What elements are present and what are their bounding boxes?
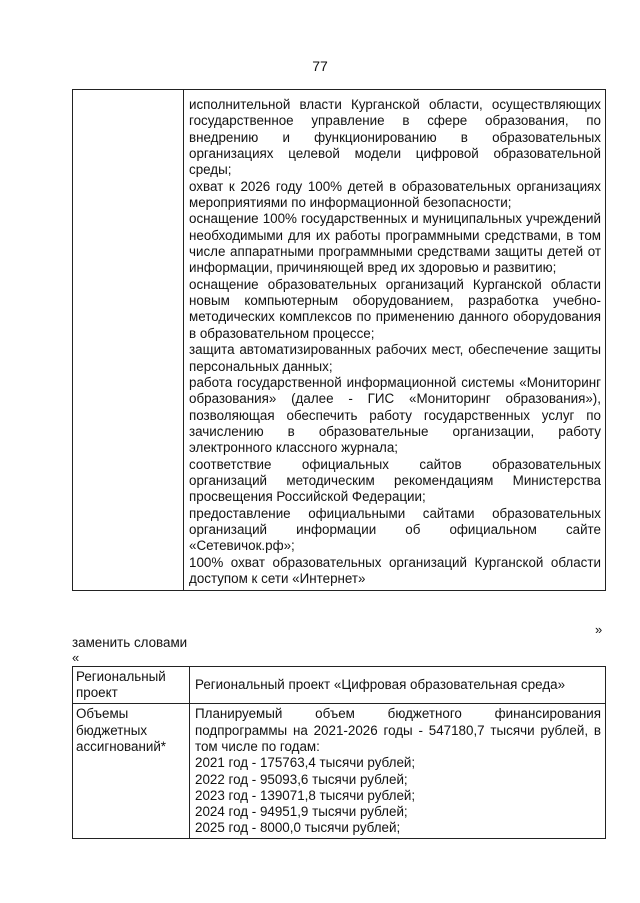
budget-year-line: 2025 год - 8000,0 тысячи рублей;: [195, 820, 401, 836]
project-value: Региональный проект «Цифровая образовательная среда»: [190, 667, 606, 704]
goals-text-cell: [184, 90, 606, 591]
goal-paragraph: 100% охват образовательных организаций Курганской области доступом к сети «Интернет»: [189, 554, 601, 586]
goal-paragraph: охват к 2026 году 100% детей в образовательных организациях мероприятиями по информационной безопасности;: [189, 178, 601, 211]
budget-year-line: 2023 год - 139071,8 тысячи рублей;: [195, 787, 416, 803]
budget-year-line: 2021 год - 175763,4 тысячи рублей;: [195, 755, 416, 771]
goal-paragraph: работа государственной информационной системы «Мониторинг образования» (далее - ГИС «Мониторинг образования»), позволяющая обеспечить работу государственных услуг по зачислению в образовательные организации, работу электронного классного журнала;: [189, 374, 601, 456]
budget-cell: [190, 704, 606, 839]
goal-paragraph: исполнительной власти Курганской области, осуществляющих государственное управление в сфере образования, по внедрению и функционированию в образовательных организациях целевой модели цифровой образовательной среды;: [189, 97, 601, 178]
goals-label-cell: [73, 90, 184, 591]
page-number: 77: [312, 58, 328, 74]
budget-intro: Планируемый объем бюджетного финансирования подпрограммы на 2021-2026 годы - 547180,7 тысячи рублей, в том числе по годам:: [195, 706, 601, 755]
replace-with-words: заменить словами: [72, 635, 188, 650]
budget-year-line: 2024 год - 94951,9 тысячи рублей;: [195, 804, 408, 820]
project-row: [73, 667, 606, 704]
budget-year-line: 2022 год - 95093,6 тысячи рублей;: [195, 771, 408, 787]
goal-paragraph: оснащение образовательных организаций Курганской области новым компьютерным оборудованием, разработка учебно-методических комплексов по применению данного оборудования в образовательном процессе;: [189, 276, 601, 341]
project-table: [72, 666, 606, 839]
goal-paragraph: защита автоматизированных рабочих мест, обеспечение защиты персональных данных;: [189, 342, 601, 374]
goal-paragraph: предоставление официальными сайтами образовательных организаций информации об официальном сайте «Сетевичок.рф»;: [189, 505, 601, 554]
goal-paragraph: оснащение 100% государственных и муниципальных учреждений необходимыми для их работы программными средствами, в том числе аппаратными программными средствами защиты детей от информации, причиняющей вред их здоровью и развитию;: [189, 211, 601, 276]
budget-label: Объемы бюджетных ассигнований*: [73, 704, 190, 839]
opening-quote: «: [72, 650, 80, 665]
closing-quote: »: [595, 622, 603, 637]
goal-paragraph: соответствие официальных сайтов образовательных организаций методическим рекомендациям Министерства просвещения Российской Федерации;: [189, 456, 601, 505]
goals-row: [73, 90, 606, 591]
goals-table: [72, 89, 606, 591]
project-label: Региональный проект: [73, 667, 190, 704]
budget-row: [73, 704, 606, 839]
